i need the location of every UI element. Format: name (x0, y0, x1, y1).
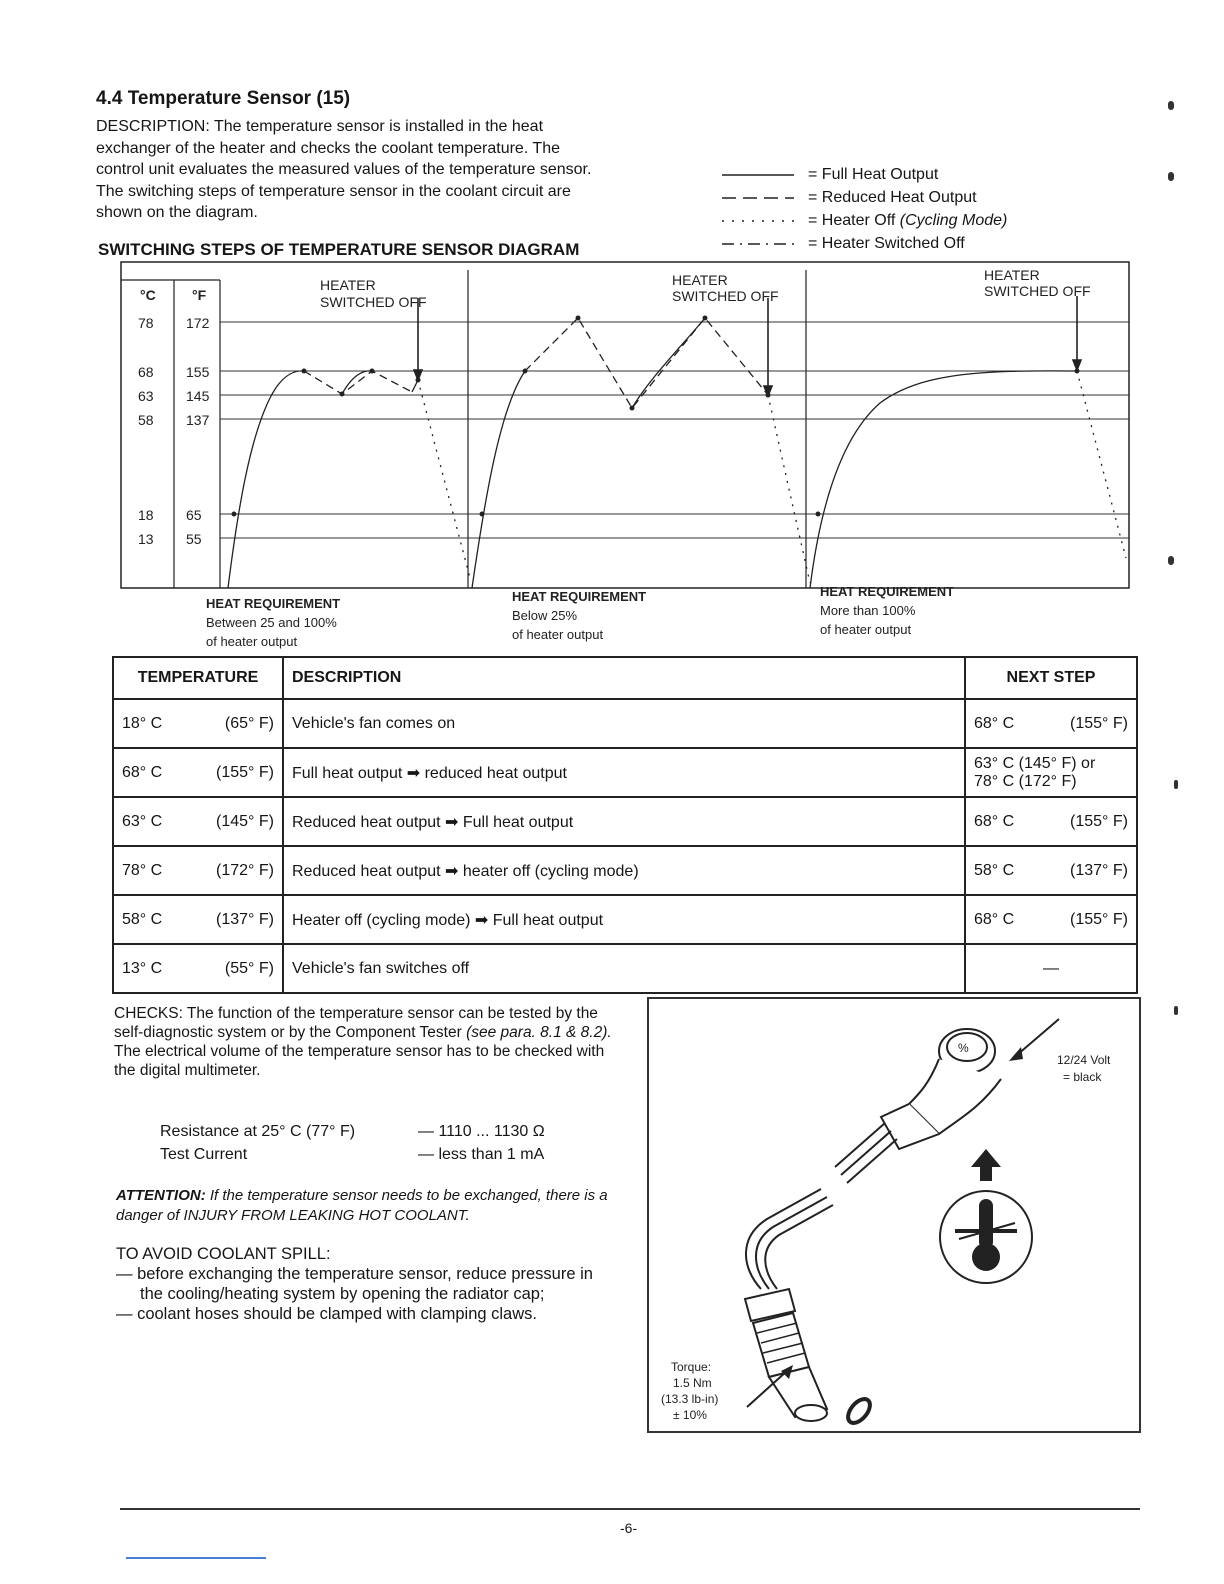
line-style-legend (722, 163, 1007, 255)
torque-label-line3: (13.3 lb-in) (661, 1392, 719, 1406)
resistance-label: Resistance at 25° C (77° F) (160, 1123, 356, 1140)
req1-title: HEAT REQUIREMENT (206, 596, 341, 611)
legend-full-heat: = Full Heat Output (808, 166, 939, 183)
table-row: 13° C (55° F) Vehicle's fan switches off — (113, 944, 1137, 993)
temperature-sensor-illustration (649, 999, 1139, 1431)
switching-steps-diagram (120, 258, 1140, 653)
table-row: 18° C (65° F) Vehicle's fan comes on 68° C (155° F) (113, 699, 1137, 748)
avoid-spill-list: TO AVOID COOLANT SPILL: — before exchanging the temperature sensor, reduce pressure in the cooling/heating system by opening the radiator cap; — coolant hoses should be clamped with clamping claws. (116, 1244, 616, 1324)
table-header-row (113, 657, 1137, 699)
section-description: DESCRIPTION: The temperature sensor is installed in the heat exchanger of the heater and checks the coolant temperature. The control unit evaluates the measured values of the temperature sensor. The switching steps of temperature sensor in the coolant circuit are shown on the diagram. (96, 118, 592, 221)
fahrenheit-tick: 65 (186, 507, 202, 523)
up-arrow-icon (971, 1149, 1001, 1181)
req1-line2: of heater output (206, 634, 298, 649)
diagram-title: SWITCHING STEPS OF TEMPERATURE SENSOR DIAGRAM (98, 240, 580, 259)
list-item: — before exchanging the temperature sensor, reduce pressure in the cooling/heating system by opening the radiator cap; (116, 1265, 593, 1303)
fahrenheit-header: °F (192, 287, 207, 303)
svg-text:%: % (958, 1041, 969, 1055)
bottom-blue-line (126, 1557, 266, 1559)
diagram-frame (121, 262, 1129, 588)
header-next-step: NEXT STEP (965, 657, 1137, 699)
fahrenheit-tick: 137 (186, 412, 210, 428)
fahrenheit-tick: 145 (186, 388, 210, 404)
panel3-label-line1: HEATER (984, 267, 1040, 283)
panel2-label-line1: HEATER (672, 272, 728, 288)
celsius-tick: 78 (138, 315, 154, 331)
celsius-tick: 68 (138, 364, 154, 380)
celsius-tick: 18 (138, 507, 154, 523)
fahrenheit-tick: 155 (186, 364, 210, 380)
legend-heater-switched-off: = Heater Switched Off (808, 235, 965, 252)
panel1-label-line1: HEATER (320, 277, 376, 293)
sensor-figure (647, 997, 1141, 1433)
current-label: Test Current (160, 1146, 248, 1163)
checks-text: CHECKS: The function of the temperature sensor can be tested by the self-diagnostic system or by the Component Tester (see para. 8.1 & 8.2). The electrical volume of the temperature sensor has to be checked with the digital multimeter. (114, 1005, 612, 1079)
req2-title: HEAT REQUIREMENT (512, 589, 647, 604)
resistance-value: — 1110 ... 1130 Ω (418, 1123, 545, 1140)
torque-label-line2: 1.5 Nm (673, 1376, 712, 1390)
fahrenheit-tick: 55 (186, 531, 202, 547)
torque-label-line1: Torque: (671, 1360, 712, 1374)
req3-line2: of heater output (820, 622, 912, 637)
page-number: -6- (620, 1520, 638, 1536)
volt-label-line1: 12/24 Volt (1057, 1053, 1111, 1067)
switching-steps-table (112, 656, 1138, 994)
header-temperature: TEMPERATURE (113, 657, 283, 699)
table-row: 63° C (145° F) Reduced heat output ➡ Full heat output 68° C (155° F) (113, 797, 1137, 846)
celsius-tick: 63 (138, 388, 154, 404)
table-row: 68° C (155° F) Full heat output ➡ reduced heat output 63° C (145° F) or 78° C (172° F) (113, 748, 1137, 797)
attention-note: ATTENTION: If the temperature sensor needs to be exchanged, there is a danger of INJURY FROM LEAKING HOT COOLANT. (116, 1187, 608, 1224)
torque-label-line4: ± 10% (673, 1408, 707, 1422)
thermometer-icon (940, 1191, 1032, 1283)
section-title: 4.4 Temperature Sensor (15) (96, 88, 351, 109)
footer-rule (120, 1508, 1140, 1510)
table-row: 78° C (172° F) Reduced heat output ➡ heater off (cycling mode) 58° C (137° F) (113, 846, 1137, 895)
panel3-label-line2: SWITCHED OFF (984, 283, 1091, 299)
req2-line1: Below 25% (512, 608, 578, 623)
current-value: — less than 1 mA (418, 1146, 545, 1163)
panel2-label-line2: SWITCHED OFF (672, 288, 779, 304)
list-item: — coolant hoses should be clamped with clamping claws. (116, 1305, 537, 1323)
sensor-values (160, 1120, 545, 1166)
req3-title: HEAT REQUIREMENT (820, 584, 955, 599)
celsius-tick: 13 (138, 531, 154, 547)
celsius-tick: 58 (138, 412, 154, 428)
req2-line2: of heater output (512, 627, 604, 642)
volt-label-line2: = black (1063, 1070, 1102, 1084)
req3-line1: More than 100% (820, 603, 916, 618)
legend-heater-off: = Heater Off (Cycling Mode) (808, 212, 1008, 229)
req1-line1: Between 25 and 100% (206, 615, 337, 630)
fahrenheit-tick: 172 (186, 315, 210, 331)
header-description: DESCRIPTION (283, 657, 965, 699)
table-row: 58° C (137° F) Heater off (cycling mode) ➡ Full heat output 68° C (155° F) (113, 895, 1137, 944)
celsius-header: °C (140, 287, 156, 303)
panel1-label-line2: SWITCHED OFF (320, 294, 427, 310)
legend-reduced-heat: = Reduced Heat Output (808, 189, 977, 206)
